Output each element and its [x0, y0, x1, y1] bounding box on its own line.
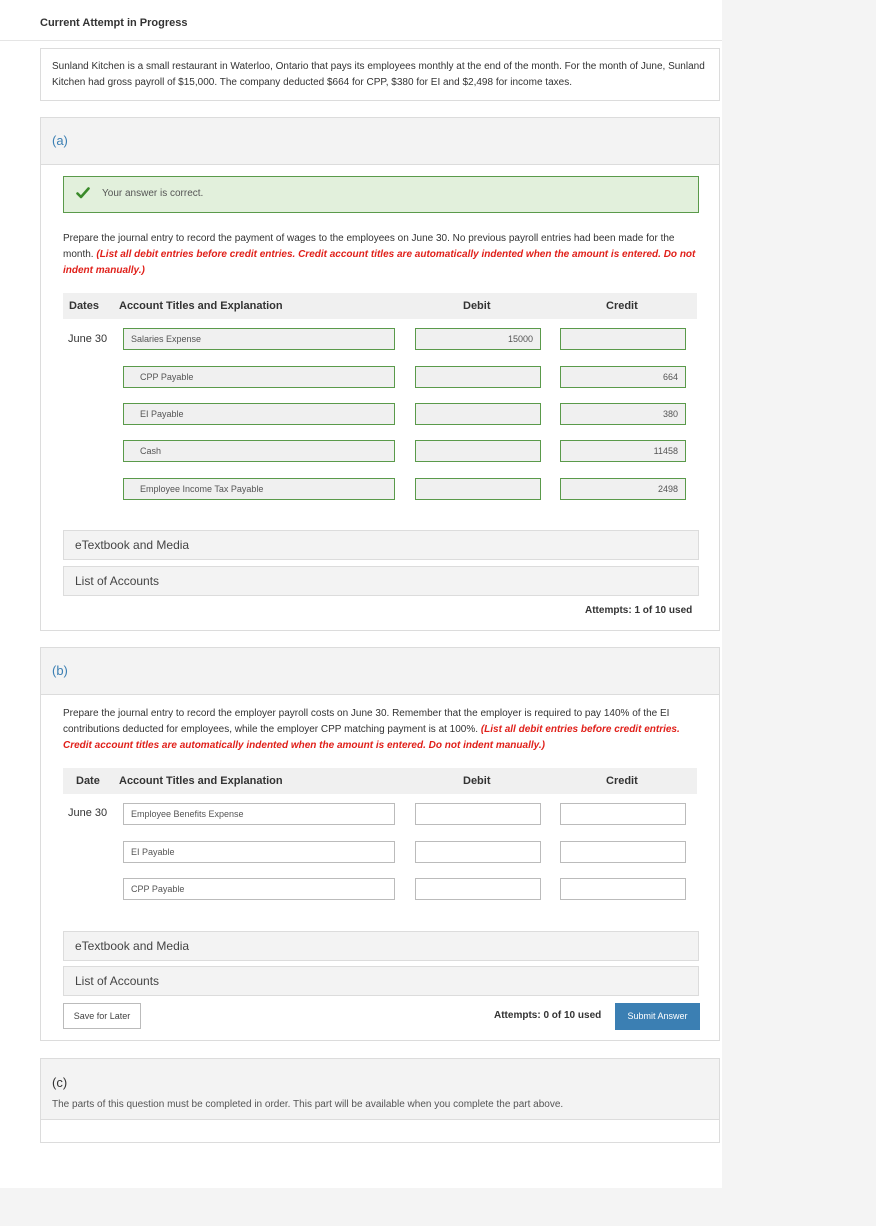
- part-a: [40, 117, 720, 631]
- question-box: [40, 48, 720, 101]
- correct-feedback: [63, 176, 699, 213]
- credit-field[interactable]: 2498: [560, 478, 686, 500]
- credit-field[interactable]: [560, 328, 686, 350]
- credit-field[interactable]: 664: [560, 366, 686, 388]
- journal-header: [63, 293, 697, 319]
- account-field[interactable]: Employee Benefits Expense: [123, 803, 395, 825]
- debit-field[interactable]: [415, 878, 541, 900]
- instruction-text: Prepare the journal entry to record the payment of wages to the employees on June 30. No previous payroll entries had been made for the month.: [63, 233, 675, 260]
- instruction-note: (List all debit entries before credit entries. Credit account titles are automatically indented when the amount is entered. Do not indent manually.): [63, 249, 696, 276]
- account-field[interactable]: EI Payable: [123, 841, 395, 863]
- part-b-label: (b): [52, 663, 68, 678]
- header-date: Dates: [69, 300, 99, 312]
- part-c-body: [40, 1120, 720, 1143]
- header-credit: Credit: [606, 300, 638, 312]
- part-b-instruction: [63, 706, 699, 754]
- part-a-label: (a): [52, 133, 68, 148]
- save-for-later-button[interactable]: Save for Later: [63, 1003, 141, 1029]
- part-c: [40, 1058, 720, 1120]
- part-c-label: (c): [52, 1075, 68, 1090]
- account-field[interactable]: Cash: [123, 440, 395, 462]
- instruction-text: Prepare the journal entry to record the employer payroll costs on June 30. Remember that the employer is required to pay 140% of the EI contributions deducted for employees, while the employer CPP matching payment is at 100%.: [63, 708, 670, 735]
- debit-field[interactable]: [415, 403, 541, 425]
- part-a-header: [41, 118, 719, 165]
- account-field[interactable]: EI Payable: [123, 403, 395, 425]
- question-text: Sunland Kitchen is a small restaurant in Waterloo, Ontario that pays its employees monthly at the end of the month. For the month of June, Sunland Kitchen had gross payroll of $15,000. The company deducted $664 for CPP, $380 for EI and $2,498 for income taxes.: [52, 61, 705, 88]
- account-field[interactable]: Salaries Expense: [123, 328, 395, 350]
- journal-header: [63, 768, 697, 794]
- credit-field[interactable]: [560, 841, 686, 863]
- part-c-message: The parts of this question must be completed in order. This part will be available when you complete the part above.: [52, 1099, 564, 1110]
- divider: [0, 40, 722, 41]
- debit-field[interactable]: [415, 803, 541, 825]
- part-a-instruction: [63, 231, 699, 279]
- entry-date: June 30: [68, 807, 108, 819]
- feedback-text: Your answer is correct.: [102, 188, 204, 199]
- header-account: Account Titles and Explanation: [119, 775, 283, 787]
- part-b: [40, 647, 720, 1041]
- debit-field[interactable]: [415, 478, 541, 500]
- debit-field[interactable]: [415, 440, 541, 462]
- credit-field[interactable]: 380: [560, 403, 686, 425]
- account-field[interactable]: Employee Income Tax Payable: [123, 478, 395, 500]
- debit-field[interactable]: 15000: [415, 328, 541, 350]
- credit-field[interactable]: [560, 878, 686, 900]
- entry-date: June 30: [68, 333, 108, 345]
- etextbook-link[interactable]: eTextbook and Media: [63, 931, 699, 961]
- instruction-note: (List all debit entries before credit entries. Credit account titles are automatically indented when the amount is entered. Do not indent manually.): [63, 724, 680, 751]
- header-date: Date: [76, 775, 100, 787]
- header-credit: Credit: [606, 775, 638, 787]
- debit-field[interactable]: [415, 841, 541, 863]
- credit-field[interactable]: [560, 803, 686, 825]
- etextbook-link[interactable]: eTextbook and Media: [63, 530, 699, 560]
- account-field[interactable]: CPP Payable: [123, 366, 395, 388]
- credit-field[interactable]: 11458: [560, 440, 686, 462]
- check-icon: [76, 186, 90, 200]
- attempts-counter: Attempts: 1 of 10 used: [585, 605, 693, 616]
- list-of-accounts-link[interactable]: List of Accounts: [63, 966, 699, 996]
- submit-answer-button[interactable]: Submit Answer: [615, 1003, 700, 1030]
- attempt-title: Current Attempt in Progress: [40, 17, 188, 29]
- part-b-header: [41, 648, 719, 695]
- header-debit: Debit: [463, 775, 491, 787]
- attempts-counter: Attempts: 0 of 10 used: [494, 1010, 602, 1021]
- debit-field[interactable]: [415, 366, 541, 388]
- header-debit: Debit: [463, 300, 491, 312]
- header-account: Account Titles and Explanation: [119, 300, 283, 312]
- list-of-accounts-link[interactable]: List of Accounts: [63, 566, 699, 596]
- account-field[interactable]: CPP Payable: [123, 878, 395, 900]
